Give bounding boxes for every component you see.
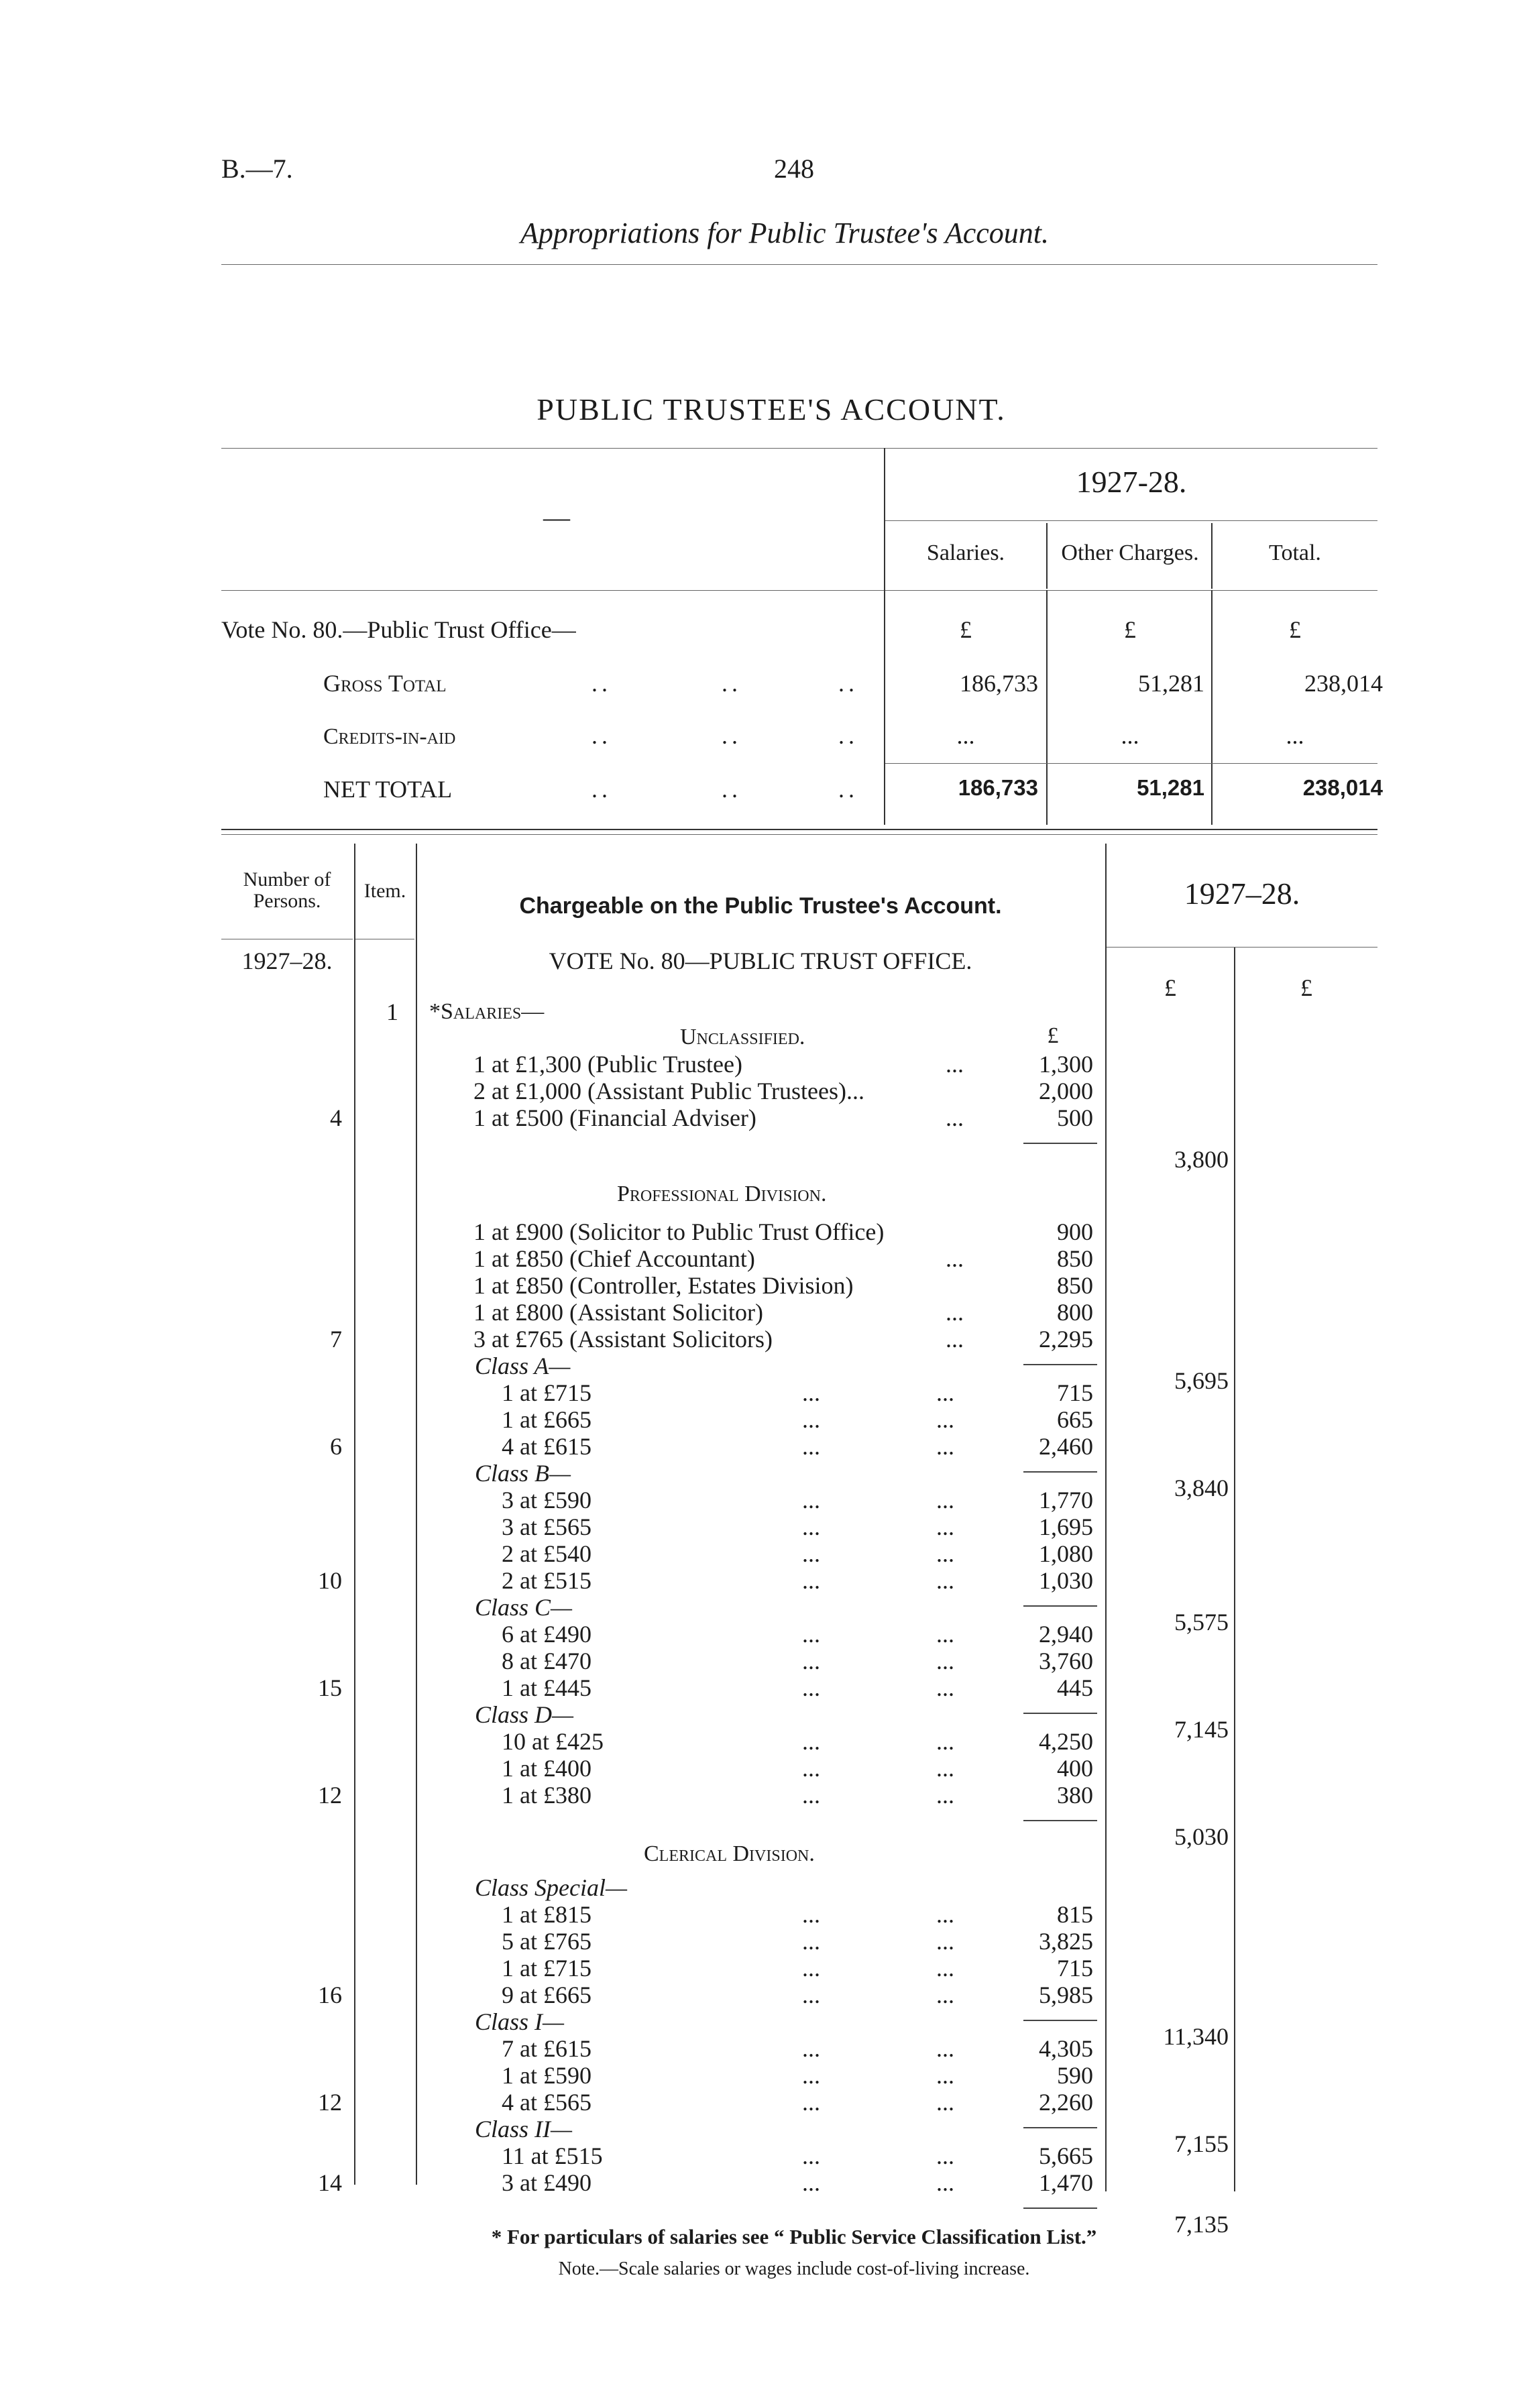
net-rule (885, 763, 1377, 764)
leader-dots: ... (802, 1928, 820, 1955)
amount: 4,250 (1039, 1728, 1093, 1755)
class-heading: Class B— (475, 1460, 571, 1487)
line-description: 1 at £445 (502, 1674, 592, 1701)
leader-dots: ... (802, 2089, 820, 2116)
leader-dots: .. (592, 722, 612, 749)
leader-dots: .. (722, 722, 742, 749)
pound-sign: £ (960, 616, 972, 643)
leader-dots: ... (802, 1901, 820, 1928)
number-of-persons: 12 (318, 2089, 342, 2116)
sum-rule (1023, 1713, 1097, 1714)
net-salaries: 186,733 (958, 775, 1038, 800)
table-row (0, 1077, 1521, 1104)
amount: 665 (1057, 1406, 1093, 1433)
class-heading: Class C— (475, 1594, 573, 1621)
leader-dots: ... (802, 1567, 820, 1594)
table-row (0, 1566, 1521, 1593)
table-row (0, 1620, 1521, 1647)
amount: 2,295 (1039, 1326, 1093, 1353)
gross-other: 51,281 (1138, 670, 1204, 697)
col-divider (1211, 523, 1213, 589)
amount: 2,000 (1039, 1078, 1093, 1104)
leader-dots: .. (838, 670, 858, 697)
leader-dots: ... (802, 1621, 820, 1648)
item-number: 1 (386, 998, 398, 1025)
amount: 500 (1057, 1104, 1093, 1131)
table-row (0, 1927, 1521, 1954)
leader-dots: ... (936, 2035, 954, 2062)
amount: 590 (1057, 2062, 1093, 2089)
number-of-persons: 14 (318, 2169, 342, 2196)
leader-dots: ... (802, 1955, 820, 1982)
line-description: 1 at £380 (502, 1782, 592, 1809)
summary-year-rule (885, 520, 1377, 521)
leader-dots: .. (838, 722, 858, 749)
line-description: 1 at £850 (Controller, Estates Division) (473, 1272, 854, 1299)
leader-dots: ... (936, 1379, 954, 1406)
professional-division-heading: Professional Division. (617, 1182, 827, 1206)
net-other: 51,281 (1137, 775, 1204, 800)
number-year: 1927–28. (241, 948, 333, 974)
unclassified-heading: Unclassified. (680, 1025, 805, 1049)
summary-bottom-rule-2 (221, 834, 1377, 835)
table-row (0, 1647, 1521, 1674)
summary-title: PUBLIC TRUSTEE'S ACCOUNT. (537, 392, 1006, 426)
subtotal: 3,800 (1174, 1146, 1229, 1173)
leader-dots: ... (946, 1326, 964, 1353)
line-description: 5 at £765 (502, 1928, 592, 1955)
line-description: 4 at £615 (502, 1433, 592, 1460)
table-row (0, 1298, 1521, 1325)
sum-rule (1023, 1820, 1097, 1821)
leader-dots: ... (936, 1567, 954, 1594)
line-description: 2 at £540 (502, 1540, 592, 1567)
leader-dots: ... (802, 1782, 820, 1809)
leader-dots: ... (946, 1104, 964, 1131)
leader-dots: ... (936, 2169, 954, 2196)
line-description: 3 at £590 (502, 1487, 592, 1513)
leader-dots: .. (592, 670, 612, 697)
summary-dash: — (543, 502, 570, 532)
amount: 850 (1057, 1272, 1093, 1299)
number-of-persons: 12 (318, 1782, 342, 1809)
subtotal: 3,840 (1174, 1475, 1229, 1501)
header-rule (1107, 947, 1377, 948)
class-heading: Class A— (475, 1353, 571, 1379)
leader-dots: ... (802, 1513, 820, 1540)
vote-heading: VOTE No. 80—PUBLIC TRUST OFFICE. (549, 948, 972, 974)
line-description: 1 at £400 (502, 1755, 592, 1782)
amount: 800 (1057, 1299, 1093, 1326)
amount: 1,695 (1039, 1513, 1093, 1540)
table-row (0, 1874, 1521, 1900)
number-of-persons: 4 (330, 1104, 342, 1131)
line-description: 1 at £900 (Solicitor to Public Trust Office) (473, 1218, 885, 1245)
line-description: 1 at £1,300 (Public Trustee) (473, 1051, 742, 1078)
summary-bottom-rule (221, 829, 1377, 830)
table-row (0, 1754, 1521, 1781)
line-description: 1 at £500 (Financial Adviser) (473, 1104, 756, 1131)
line-description: 1 at £850 (Chief Accountant) (473, 1245, 755, 1272)
table-row (0, 1325, 1521, 1352)
table-row (0, 1900, 1521, 1927)
leader-dots: ... (936, 1901, 954, 1928)
credits-salaries: ... (956, 722, 975, 749)
footnote-particulars: * For particulars of salaries see “ Public Service Classification List.” (491, 2225, 1097, 2248)
col-divider (1046, 523, 1048, 589)
line-description: 2 at £1,000 (Assistant Public Trustees)... (473, 1078, 865, 1104)
leader-dots: ... (802, 2062, 820, 2089)
amount: 815 (1057, 1901, 1093, 1928)
amount: 400 (1057, 1755, 1093, 1782)
table-row (0, 2142, 1521, 2169)
detail-year: 1927–28. (1184, 876, 1300, 911)
footnote-note: Note.—Scale salaries or wages include cost-of-living increase. (558, 2258, 1030, 2279)
class-heading: Class D— (475, 1701, 574, 1728)
pound-sign: £ (1047, 1023, 1059, 1048)
amount: 4,305 (1039, 2035, 1093, 2062)
page-number: 248 (774, 154, 814, 184)
leader-dots: ... (802, 1728, 820, 1755)
number-of-persons: 7 (330, 1326, 342, 1353)
leader-dots: ... (936, 1406, 954, 1433)
col-total: Total. (1269, 540, 1321, 565)
gross-total: 238,014 (1304, 670, 1383, 697)
table-row (0, 1271, 1521, 1298)
leader-dots: ... (936, 1955, 954, 1982)
pound-sign: £ (1124, 616, 1136, 643)
credits-total: ... (1286, 722, 1304, 749)
table-row (0, 1486, 1521, 1513)
leader-dots: .. (838, 776, 858, 803)
sum-rule (1023, 1605, 1097, 1607)
leader-dots: ... (936, 2089, 954, 2116)
leader-dots: ... (802, 2035, 820, 2062)
leader-dots: ... (946, 1051, 964, 1078)
page-title: Appropriations for Public Trustee's Account. (520, 217, 1049, 249)
leader-dots: ... (936, 1782, 954, 1809)
sum-rule (1023, 2020, 1097, 2021)
table-row (0, 1131, 1521, 1173)
amount: 2,460 (1039, 1433, 1093, 1460)
leader-dots: ... (936, 2062, 954, 2089)
pound-sign: £ (1300, 974, 1312, 1001)
line-description: 1 at £590 (502, 2062, 592, 2089)
amount: 715 (1057, 1379, 1093, 1406)
table-row (0, 1406, 1521, 1432)
table-row (0, 2169, 1521, 2195)
leader-dots: .. (722, 776, 742, 803)
salaries-heading: *Salaries— (429, 999, 545, 1024)
col-item: Item. (363, 880, 406, 902)
header-rule (221, 264, 1377, 265)
leader-dots: ... (802, 1982, 820, 2008)
detail-heading: Chargeable on the Public Trustee's Account. (519, 893, 1002, 919)
leader-dots: ... (802, 1674, 820, 1701)
amount: 1,300 (1039, 1051, 1093, 1078)
sum-rule (1023, 1471, 1097, 1473)
leader-dots: ... (936, 1928, 954, 1955)
credits-other: ... (1121, 722, 1139, 749)
line-description: 4 at £565 (502, 2089, 592, 2116)
line-description: 1 at £815 (502, 1901, 592, 1928)
credits-in-aid-label: Credits-in-aid (323, 724, 456, 749)
amount: 1,080 (1039, 1540, 1093, 1567)
line-description: 9 at £665 (502, 1982, 592, 2008)
line-description: 2 at £515 (502, 1567, 592, 1594)
amount: 715 (1057, 1955, 1093, 1982)
leader-dots: ... (802, 1379, 820, 1406)
gross-total-label: Gross Total (323, 670, 447, 697)
leader-dots: ... (936, 1648, 954, 1674)
amount: 3,825 (1039, 1928, 1093, 1955)
gross-salaries: 186,733 (960, 670, 1038, 697)
amount: 1,770 (1039, 1487, 1093, 1513)
table-row (0, 2061, 1521, 2088)
line-description: 10 at £425 (502, 1728, 604, 1755)
sum-rule (1023, 1143, 1097, 1144)
amount: 1,030 (1039, 1567, 1093, 1594)
number-of-persons: 10 (318, 1567, 342, 1594)
table-row (0, 1954, 1521, 1981)
line-description: 1 at £665 (502, 1406, 592, 1433)
leader-dots: ... (936, 1674, 954, 1701)
reference-code: B.—7. (221, 154, 293, 184)
table-row (0, 2088, 1521, 2115)
line-description: 3 at £490 (502, 2169, 592, 2196)
amount: 5,665 (1039, 2142, 1093, 2169)
amount: 900 (1057, 1218, 1093, 1245)
leader-dots: ... (802, 1433, 820, 1460)
col-salaries: Salaries. (926, 540, 1005, 565)
line-description: 3 at £765 (Assistant Solicitors) (473, 1326, 773, 1353)
amount: 445 (1057, 1674, 1093, 1701)
line-description: 1 at £715 (502, 1955, 592, 1982)
class-heading: Class I— (475, 2008, 565, 2035)
leader-dots: ... (936, 1621, 954, 1648)
summary-header-rule (221, 590, 1377, 591)
subtotal: 5,575 (1174, 1609, 1229, 1636)
table-row (0, 1781, 1521, 1808)
line-description: 1 at £715 (502, 1379, 592, 1406)
net-total-label: NET TOTAL (323, 776, 453, 803)
leader-dots: ... (936, 1540, 954, 1567)
clerical-division-heading: Clerical Division. (644, 1841, 815, 1866)
amount: 380 (1057, 1782, 1093, 1809)
amount: 1,470 (1039, 2169, 1093, 2196)
leader-dots: ... (802, 2142, 820, 2169)
amount: 5,985 (1039, 1982, 1093, 2008)
amount: 850 (1057, 1245, 1093, 1272)
leader-dots: ... (936, 1513, 954, 1540)
table-row (0, 1540, 1521, 1566)
number-of-persons: 6 (330, 1433, 342, 1460)
amount: 2,940 (1039, 1621, 1093, 1648)
line-description: 1 at £800 (Assistant Solicitor) (473, 1299, 763, 1326)
amount: 3,760 (1039, 1648, 1093, 1674)
subtotal: 7,155 (1174, 2130, 1229, 2157)
table-row (0, 1432, 1521, 1459)
leader-dots: ... (946, 1299, 964, 1326)
subtotal: 7,135 (1174, 2211, 1229, 2238)
table-row (0, 1245, 1521, 1271)
leader-dots: ... (802, 1406, 820, 1433)
class-heading: Class Special— (475, 1874, 628, 1901)
table-row (0, 1104, 1521, 1131)
number-of-persons: 15 (318, 1674, 342, 1701)
leader-dots: ... (802, 2169, 820, 2196)
sum-rule (1023, 1364, 1097, 1365)
subtotal: 11,340 (1163, 2023, 1229, 2050)
leader-dots: ... (946, 1245, 964, 1272)
leader-dots: .. (722, 670, 742, 697)
sum-rule (1023, 2208, 1097, 2209)
leader-dots: ... (936, 1755, 954, 1782)
line-description: 7 at £615 (502, 2035, 592, 2062)
class-heading: Class II— (475, 2116, 573, 2142)
net-total: 238,014 (1302, 775, 1383, 800)
vote-label: Vote No. 80.—Public Trust Office— (221, 616, 576, 643)
amount: 2,260 (1039, 2089, 1093, 2116)
leader-dots: ... (936, 1982, 954, 2008)
summary-top-rule (221, 448, 1377, 449)
summary-year: 1927-28. (1076, 465, 1187, 499)
table-row (0, 1727, 1521, 1754)
table-row (0, 1050, 1521, 1077)
pound-sign: £ (1289, 616, 1301, 643)
table-row (0, 1674, 1521, 1701)
leader-dots: ... (936, 1728, 954, 1755)
line-description: 6 at £490 (502, 1621, 592, 1648)
leader-dots: ... (936, 2142, 954, 2169)
table-row (0, 1379, 1521, 1406)
subtotal: 5,695 (1174, 1367, 1229, 1394)
leader-dots: ... (802, 1487, 820, 1513)
table-row (0, 1513, 1521, 1540)
col-number-persons: Number of Persons. (243, 868, 331, 912)
number-of-persons: 16 (318, 1982, 342, 2008)
col-other-charges: Other Charges. (1061, 540, 1199, 565)
table-row (0, 1981, 1521, 2008)
leader-dots: ... (802, 1755, 820, 1782)
line-description: 3 at £565 (502, 1513, 592, 1540)
leader-dots: .. (592, 776, 612, 803)
leader-dots: ... (802, 1648, 820, 1674)
leader-dots: ... (936, 1433, 954, 1460)
leader-dots: ... (936, 1487, 954, 1513)
line-description: 8 at £470 (502, 1648, 592, 1674)
leader-dots: ... (802, 1540, 820, 1567)
sum-rule (1023, 2127, 1097, 2128)
table-row (0, 1808, 1521, 1850)
pound-sign: £ (1164, 974, 1176, 1001)
subtotal: 7,145 (1174, 1716, 1229, 1743)
table-row (0, 2034, 1521, 2061)
line-description: 11 at £515 (502, 2142, 603, 2169)
table-row (0, 1218, 1521, 1245)
subtotal: 5,030 (1174, 1823, 1229, 1850)
